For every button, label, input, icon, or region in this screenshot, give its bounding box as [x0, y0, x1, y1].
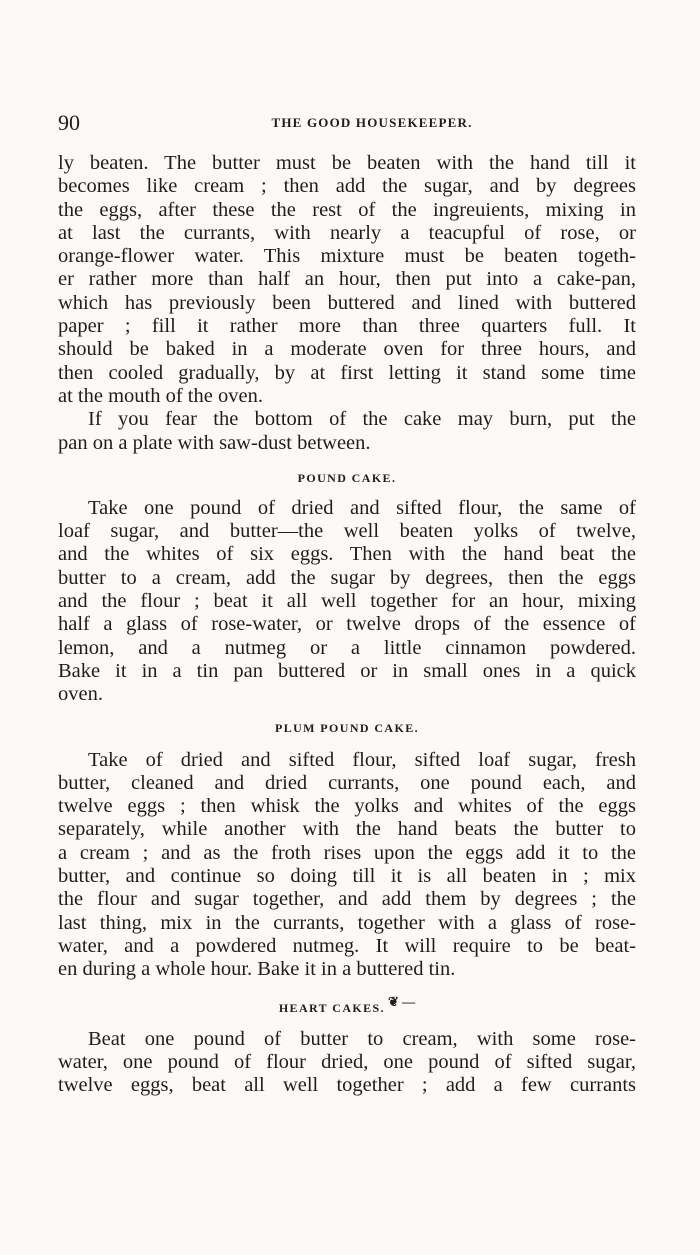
text-line: loaf sugar, and butter—the well beaten yolks of twelve,	[58, 520, 636, 543]
section-heading-heart-cakes	[58, 993, 636, 1016]
text-line: If you fear the bottom of the cake may burn, put the	[88, 408, 636, 431]
text-line: which has previously been buttered and lined with buttered	[58, 291, 636, 314]
running-head	[58, 110, 636, 138]
text-line: the flour and sugar together, and add them by degrees ; the	[58, 888, 636, 911]
heart-cakes-title: HEART CAKES.	[278, 1000, 386, 1015]
text-line: oven.	[58, 683, 103, 706]
flourish-ornament: ❦ —	[388, 993, 416, 1009]
intro-paragraph	[58, 152, 636, 408]
text-line: and the whites of six eggs. Then with the hand beat the	[58, 543, 636, 566]
text-line: should be baked in a moderate oven for three hours, and	[58, 338, 636, 361]
running-title: THE GOOD HOUSEKEEPER.	[271, 115, 473, 130]
pound-cake-paragraph	[58, 497, 636, 707]
text-line: twelve eggs, beat all well together ; add a few currants	[58, 1074, 636, 1097]
text-line: Beat one pound of butter to cream, with some rose-	[88, 1027, 636, 1050]
section-heading-pound-cake: POUND CAKE.	[297, 470, 397, 485]
text-line: water, one pound of flour dried, one pound of sifted sugar,	[58, 1050, 636, 1073]
text-line: Take one pound of dried and sifted flour, the same of	[88, 496, 636, 519]
note-paragraph	[58, 408, 636, 455]
text-line: Take of dried and sifted flour, sifted loaf sugar, fresh	[88, 748, 636, 771]
text-line: becomes like cream ; then add the sugar, and by degrees	[58, 175, 636, 198]
text-line: butter to a cream, add the sugar by degrees, then the eggs	[58, 566, 636, 589]
text-line: lemon, and a nutmeg or a little cinnamon powdered.	[58, 636, 636, 659]
page-number: 90	[58, 110, 80, 135]
text-line: butter, cleaned and dried currants, one pound each, and	[58, 771, 636, 794]
text-line: water, and a powdered nutmeg. It will require to be beat-	[58, 934, 636, 957]
section-heading-plum-pound-cake: PLUM POUND CAKE.	[274, 720, 420, 735]
text-line: orange-flower water. This mixture must be beaten togeth-	[58, 245, 636, 268]
text-line: the eggs, after these the rest of the ingreuients, mixing in	[58, 198, 636, 221]
text-line: half a glass of rose-water, or twelve drops of the essence of	[58, 613, 636, 636]
heart-cakes-paragraph	[58, 1028, 636, 1098]
text-line: en during a whole hour. Bake it in a buttered tin.	[58, 958, 456, 981]
text-line: at last the currants, with nearly a teacupful of rose, or	[58, 221, 636, 244]
text-line: Bake it in a tin pan buttered or in small ones in a quick	[58, 659, 636, 682]
text-line: ly beaten. The butter must be beaten with the hand till it	[58, 152, 636, 174]
text-line: at the mouth of the oven.	[58, 384, 263, 407]
text-line: and the flour ; beat it all well together for an hour, mixing	[58, 590, 636, 613]
book-page	[58, 110, 636, 1097]
text-line: then cooled gradually, by at first letting it stand some time	[58, 361, 636, 384]
text-line: butter, and continue so doing till it is all beaten in ; mix	[58, 865, 636, 888]
text-line: twelve eggs ; then whisk the yolks and whites of the eggs	[58, 795, 636, 818]
plum-pound-cake-paragraph	[58, 749, 636, 982]
text-line: last thing, mix in the currants, together with a glass of rose-	[58, 911, 636, 934]
text-line: a cream ; and as the froth rises upon the eggs add it to the	[58, 841, 636, 864]
text-line: pan on a plate with saw-dust between.	[58, 431, 371, 454]
text-line: paper ; fill it rather more than three quarters full. It	[58, 315, 636, 338]
text-line: separately, while another with the hand beats the butter to	[58, 818, 636, 841]
text-line: er rather more than half an hour, then put into a cake-pan,	[58, 268, 636, 291]
